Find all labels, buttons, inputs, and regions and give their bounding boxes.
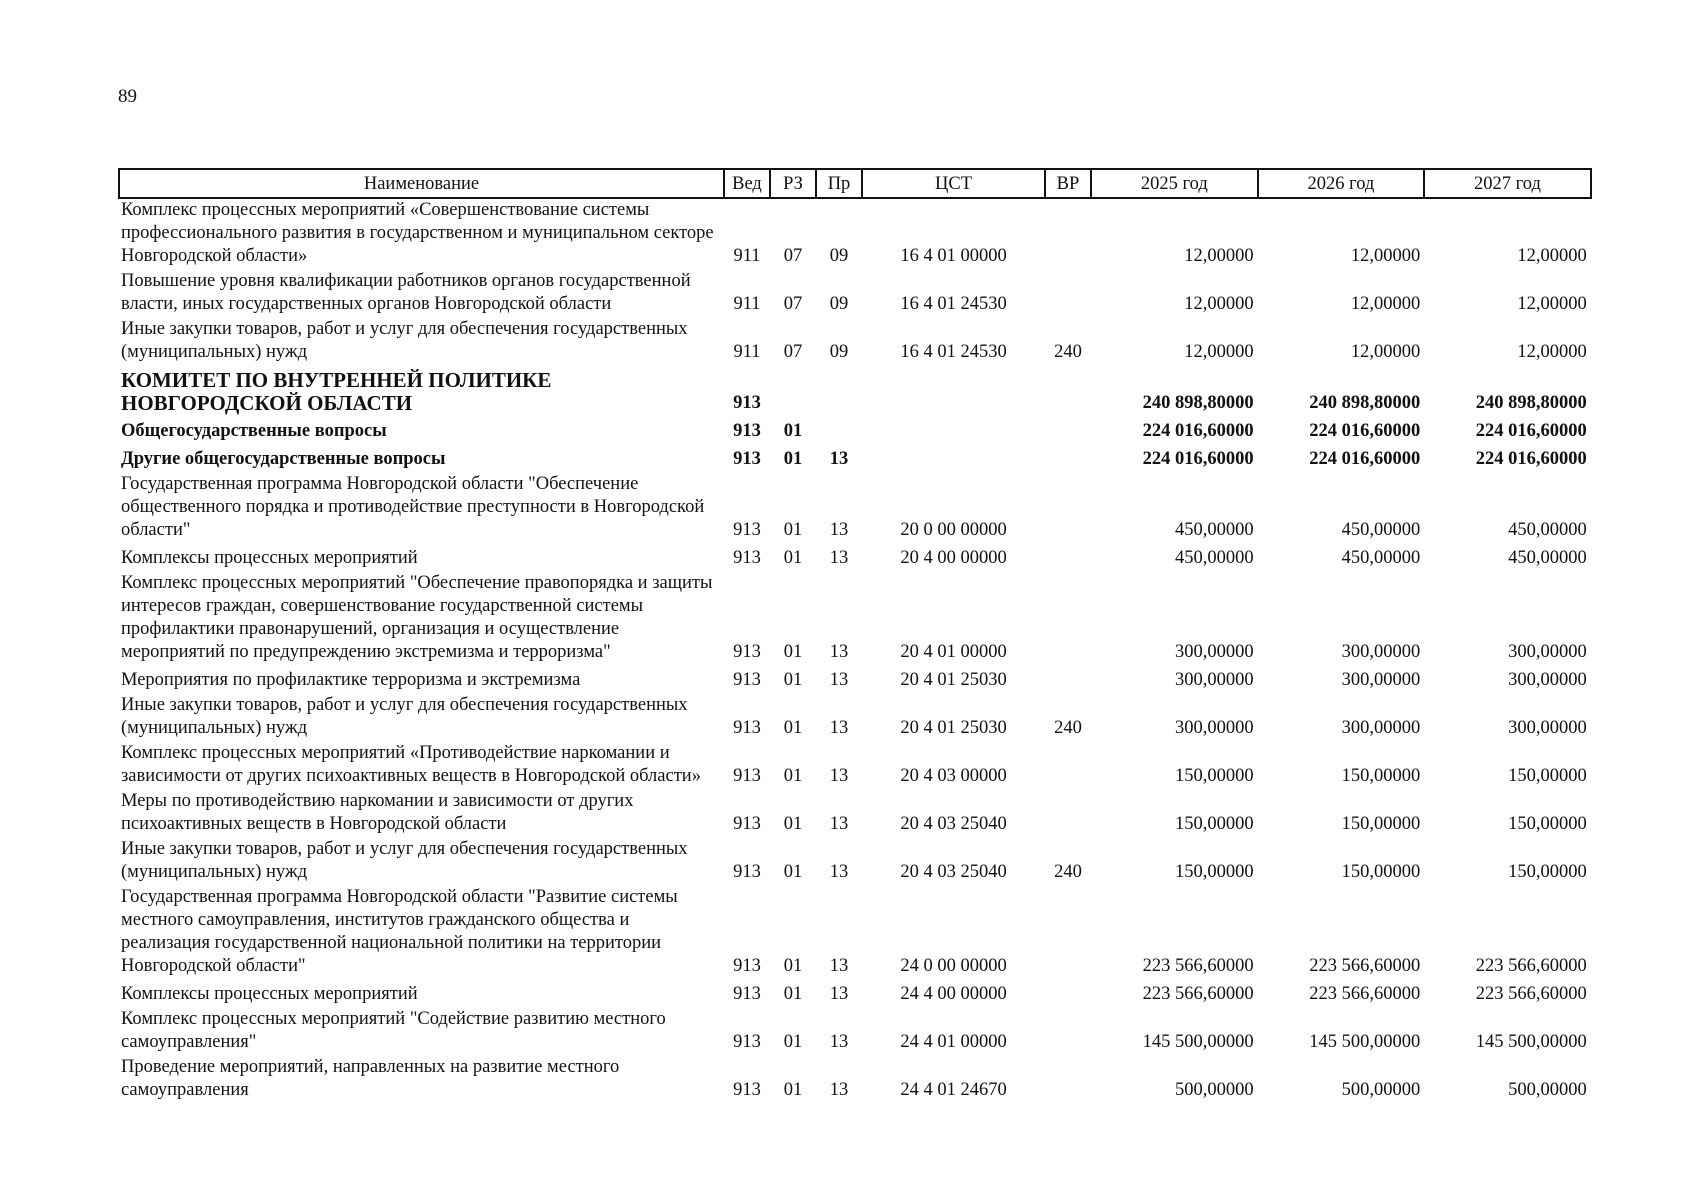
cell-cst [862, 366, 1045, 417]
cell-vr [1045, 417, 1091, 445]
table-row [119, 445, 1591, 473]
cell-rz: 01 [783, 766, 803, 786]
cell-2027: 224 016,60000 [1475, 449, 1587, 469]
cell-rz [770, 366, 816, 417]
cell-2027: 450,00000 [1508, 548, 1587, 568]
cell-name: Государственная программа Новгородской области "Развитие системы местного самоуправления, институтов гражданского общества и реализация государственной национальной политики на территории Новгородской области" [121, 887, 678, 976]
cell-rz: 01 [783, 670, 803, 690]
cell-2026: 240 898,80000 [1309, 393, 1421, 413]
cell-cst: 20 4 01 25030 [900, 718, 1007, 738]
cell-2026: 300,00000 [1341, 670, 1421, 690]
cell-pr: 13 [829, 642, 849, 662]
cell-2026: 224 016,60000 [1309, 421, 1421, 441]
cell-2026: 223 566,60000 [1309, 984, 1421, 1004]
cell-2025: 300,00000 [1174, 642, 1254, 662]
cell-name: Проведение мероприятий, направленных на развитие местного самоуправления [121, 1057, 620, 1100]
cell-2027: 12,00000 [1517, 294, 1587, 314]
cell-2025: 150,00000 [1174, 766, 1254, 786]
cell-2025: 450,00000 [1174, 548, 1254, 568]
cell-pr: 13 [829, 520, 849, 540]
cell-2027: 223 566,60000 [1475, 956, 1587, 976]
header-2027: 2027 год [1424, 169, 1591, 198]
cell-cst: 20 4 01 25030 [900, 670, 1007, 690]
cell-cst: 16 4 01 24530 [900, 342, 1007, 362]
cell-vr: 240 [1054, 862, 1082, 882]
cell-vr [1045, 198, 1091, 270]
cell-pr: 13 [829, 548, 849, 568]
cell-rz: 07 [783, 294, 803, 314]
cell-2027: 150,00000 [1508, 862, 1587, 882]
cell-2027: 240 898,80000 [1475, 393, 1587, 413]
cell-vr [1045, 366, 1091, 417]
cell-2025: 150,00000 [1174, 862, 1254, 882]
cell-2027: 450,00000 [1508, 520, 1587, 540]
cell-2026: 145 500,00000 [1309, 1032, 1421, 1052]
cell-pr: 13 [829, 862, 849, 882]
cell-pr: 13 [829, 449, 849, 469]
cell-2026: 150,00000 [1341, 766, 1421, 786]
cell-name: КОМИТЕТ ПО ВНУТРЕННЕЙ ПОЛИТИКЕ НОВГОРОДСКОЙ ОБЛАСТИ [121, 368, 552, 415]
cell-pr: 13 [829, 984, 849, 1004]
cell-cst: 20 4 03 00000 [900, 766, 1007, 786]
cell-cst: 16 4 01 00000 [900, 246, 1007, 266]
table-body [119, 198, 1591, 1104]
cell-vr [1045, 445, 1091, 473]
cell-2025: 224 016,60000 [1142, 449, 1254, 469]
cell-cst: 24 0 00 00000 [900, 956, 1007, 976]
cell-rz: 01 [783, 421, 803, 441]
table-row [119, 742, 1591, 790]
cell-rz: 01 [783, 1080, 803, 1100]
cell-pr: 13 [829, 956, 849, 976]
header-rz: РЗ [770, 169, 816, 198]
cell-name: Другие общегосударственные вопросы [121, 449, 446, 469]
table-row [119, 198, 1591, 270]
cell-pr: 09 [829, 342, 849, 362]
cell-cst [862, 417, 1045, 445]
table-row [119, 417, 1591, 445]
cell-vr [1045, 790, 1091, 838]
cell-pr: 13 [829, 1080, 849, 1100]
cell-ved: 913 [733, 449, 761, 469]
header-2026: 2026 год [1258, 169, 1425, 198]
table-row [119, 318, 1591, 366]
cell-name: Комплекс процессных мероприятий «Совершенствование системы профессионального развития в государственном и муниципальном секторе Новгородской области» [121, 200, 714, 266]
cell-name: Иные закупки товаров, работ и услуг для обеспечения государственных (муниципальных) нужд [121, 839, 688, 882]
cell-2027: 300,00000 [1508, 718, 1587, 738]
table-row [119, 886, 1591, 980]
cell-2027: 150,00000 [1508, 766, 1587, 786]
cell-rz: 01 [783, 520, 803, 540]
cell-pr [816, 366, 862, 417]
cell-ved: 913 [733, 393, 761, 413]
cell-2027: 300,00000 [1508, 670, 1587, 690]
cell-2025: 145 500,00000 [1142, 1032, 1254, 1052]
cell-2026: 12,00000 [1350, 246, 1421, 266]
cell-vr [1045, 666, 1091, 694]
budget-table [118, 168, 1592, 1104]
table-row [119, 473, 1591, 544]
cell-pr: 13 [829, 718, 849, 738]
table-header-row [119, 169, 1591, 198]
cell-cst: 20 4 03 25040 [900, 862, 1007, 882]
cell-cst: 20 4 03 25040 [900, 814, 1007, 834]
cell-ved: 913 [733, 421, 761, 441]
cell-ved: 913 [733, 670, 761, 690]
cell-2025: 150,00000 [1174, 814, 1254, 834]
cell-ved: 913 [733, 766, 761, 786]
table-row [119, 366, 1591, 417]
cell-rz: 01 [783, 548, 803, 568]
cell-cst: 24 4 00 00000 [900, 984, 1007, 1004]
cell-2027: 12,00000 [1517, 246, 1587, 266]
cell-2025: 12,00000 [1184, 342, 1254, 362]
cell-ved: 913 [733, 1080, 761, 1100]
table-row [119, 790, 1591, 838]
cell-pr: 13 [829, 670, 849, 690]
cell-ved: 913 [733, 718, 761, 738]
cell-2025: 223 566,60000 [1142, 984, 1254, 1004]
cell-name: Комплексы процессных мероприятий [121, 984, 418, 1004]
cell-rz: 01 [783, 984, 803, 1004]
cell-pr: 13 [829, 814, 849, 834]
cell-ved: 913 [733, 642, 761, 662]
cell-name: Комплекс процессных мероприятий "Обеспечение правопорядка и защиты интересов граждан, совершенствование государственной системы профилактики правонарушений, организация и осуществление мероприятий по предупреждению экстремизма и терроризма" [121, 573, 713, 662]
cell-2026: 300,00000 [1341, 718, 1421, 738]
cell-vr: 240 [1054, 342, 1082, 362]
cell-cst: 20 4 00 00000 [900, 548, 1007, 568]
cell-name: Иные закупки товаров, работ и услуг для обеспечения государственных (муниципальных) нужд [121, 695, 688, 738]
cell-vr [1045, 473, 1091, 544]
cell-name: Меры по противодействию наркомании и зависимости от других психоактивных веществ в Новгородской области [121, 791, 634, 834]
table-row [119, 544, 1591, 572]
cell-cst: 16 4 01 24530 [900, 294, 1007, 314]
cell-ved: 911 [733, 294, 761, 314]
cell-rz: 01 [783, 1032, 803, 1052]
table-row [119, 694, 1591, 742]
cell-vr [1045, 544, 1091, 572]
cell-vr: 240 [1054, 718, 1082, 738]
cell-cst: 20 4 01 00000 [900, 642, 1007, 662]
cell-ved: 913 [733, 548, 761, 568]
cell-name: Мероприятия по профилактике терроризма и экстремизма [121, 670, 581, 690]
cell-name: Иные закупки товаров, работ и услуг для обеспечения государственных (муниципальных) нужд [121, 319, 688, 362]
cell-cst: 24 4 01 00000 [900, 1032, 1007, 1052]
cell-pr: 13 [829, 1032, 849, 1052]
table-row [119, 1056, 1591, 1104]
cell-2027: 500,00000 [1508, 1080, 1587, 1100]
cell-rz: 01 [783, 718, 803, 738]
table-row [119, 270, 1591, 318]
header-vr: ВР [1045, 169, 1091, 198]
table-row [119, 1008, 1591, 1056]
cell-2027: 150,00000 [1508, 814, 1587, 834]
cell-cst [862, 445, 1045, 473]
header-cst: ЦСТ [862, 169, 1045, 198]
cell-vr [1045, 572, 1091, 666]
cell-2026: 450,00000 [1341, 520, 1421, 540]
header-2025: 2025 год [1091, 169, 1258, 198]
cell-name: Комплекс процессных мероприятий «Противодействие наркомании и зависимости от других психоактивных веществ в Новгородской области» [121, 743, 701, 786]
cell-pr: 09 [829, 246, 849, 266]
cell-2025: 500,00000 [1174, 1080, 1254, 1100]
cell-ved: 913 [733, 1032, 761, 1052]
cell-2026: 12,00000 [1350, 294, 1421, 314]
cell-2026: 450,00000 [1341, 548, 1421, 568]
table-row [119, 980, 1591, 1008]
cell-2026: 150,00000 [1341, 814, 1421, 834]
cell-name: Общегосударственные вопросы [121, 421, 387, 441]
cell-rz: 01 [783, 449, 803, 469]
cell-name: Государственная программа Новгородской области "Обеспечение общественного порядка и противодействие преступности в Новгородской области" [121, 474, 705, 540]
cell-rz: 01 [783, 814, 803, 834]
cell-2026: 150,00000 [1341, 862, 1421, 882]
cell-2026: 12,00000 [1350, 342, 1421, 362]
cell-2025: 300,00000 [1174, 670, 1254, 690]
cell-vr [1045, 886, 1091, 980]
cell-rz: 07 [783, 342, 803, 362]
cell-ved: 913 [733, 814, 761, 834]
cell-cst: 20 0 00 00000 [900, 520, 1007, 540]
header-ved: Вед [724, 169, 770, 198]
cell-2026: 500,00000 [1341, 1080, 1421, 1100]
cell-vr [1045, 980, 1091, 1008]
cell-2026: 224 016,60000 [1309, 449, 1421, 469]
cell-pr: 13 [829, 766, 849, 786]
cell-cst: 24 4 01 24670 [900, 1080, 1007, 1100]
cell-pr: 09 [829, 294, 849, 314]
cell-2027: 223 566,60000 [1475, 984, 1587, 1004]
cell-pr [816, 417, 862, 445]
cell-name: Повышение уровня квалификации работников органов государственной власти, иных государственных органов Новгородской области [121, 271, 691, 314]
cell-2025: 300,00000 [1174, 718, 1254, 738]
cell-vr [1045, 270, 1091, 318]
cell-rz: 01 [783, 862, 803, 882]
cell-2027: 145 500,00000 [1475, 1032, 1587, 1052]
cell-ved: 911 [733, 246, 761, 266]
cell-2027: 224 016,60000 [1475, 421, 1587, 441]
cell-ved: 913 [733, 956, 761, 976]
cell-2025: 12,00000 [1184, 246, 1254, 266]
cell-ved: 911 [733, 342, 761, 362]
cell-rz: 07 [783, 246, 803, 266]
cell-rz: 01 [783, 956, 803, 976]
cell-2025: 12,00000 [1184, 294, 1254, 314]
cell-ved: 913 [733, 862, 761, 882]
cell-ved: 913 [733, 984, 761, 1004]
cell-2026: 223 566,60000 [1309, 956, 1421, 976]
page-number: 89 [118, 86, 137, 107]
cell-rz: 01 [783, 642, 803, 662]
table-row [119, 666, 1591, 694]
cell-ved: 913 [733, 520, 761, 540]
cell-2025: 223 566,60000 [1142, 956, 1254, 976]
table-row [119, 572, 1591, 666]
cell-2027: 300,00000 [1508, 642, 1587, 662]
cell-vr [1045, 1056, 1091, 1104]
cell-2025: 450,00000 [1174, 520, 1254, 540]
cell-vr [1045, 742, 1091, 790]
cell-vr [1045, 1008, 1091, 1056]
cell-2025: 224 016,60000 [1142, 421, 1254, 441]
header-pr: Пр [816, 169, 862, 198]
cell-2026: 300,00000 [1341, 642, 1421, 662]
table-row [119, 838, 1591, 886]
cell-2025: 240 898,80000 [1142, 393, 1254, 413]
cell-name: Комплексы процессных мероприятий [121, 548, 418, 568]
cell-2027: 12,00000 [1517, 342, 1587, 362]
header-name: Наименование [119, 169, 724, 198]
cell-name: Комплекс процессных мероприятий "Содействие развитию местного самоуправления" [121, 1009, 666, 1052]
